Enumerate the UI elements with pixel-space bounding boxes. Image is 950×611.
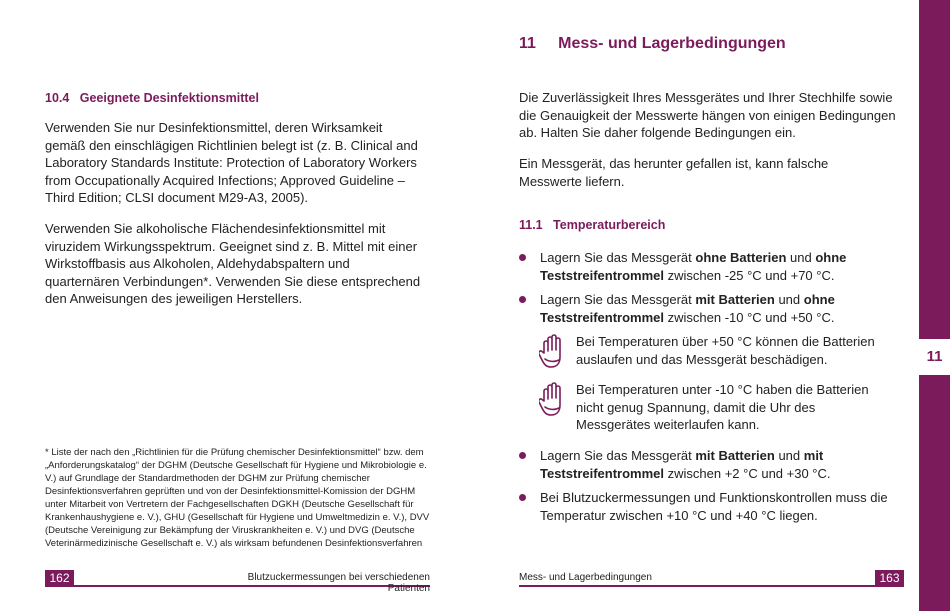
footer-title-right: Mess- und Lagerbedingungen [519, 572, 652, 583]
bullet-item-2 [519, 291, 904, 326]
hand-icon [539, 333, 567, 371]
footer-rule-right [519, 585, 904, 587]
note-text: Bei Temperaturen über +50 °C können die Batterien auslaufen und das Messgerät beschädigen. [576, 334, 875, 367]
footer-title-left: Blutzuckermessungen bei verschiedenen Patienten [247, 572, 430, 594]
chapter-side-bar [919, 0, 950, 611]
left-paragraph-1: Verwenden Sie nur Desinfektionsmittel, deren Wirksamkeit gemäß den einschlägigen Richtlinien belegt ist (z. B. Clinical and Laboratory Standards Institute: Protection of Laboratory Workers from Occupationally Acquired Infections; Approved Guideline – Third Edition; CLSI document M29-A3, 2005). [45, 120, 418, 205]
bullet-text: Lagern Sie das Messgerät mit Batterien und ohne Teststreifentrommel zwischen -10 °C und +50 °C. [540, 292, 835, 325]
bullet-text: Bei Blutzuckermessungen und Funktionskontrollen muss die Temperatur zwischen +10 °C und +40 °C liegen. [540, 490, 888, 523]
chapter-title: 11 Mess- und Lagerbedingungen [519, 35, 786, 52]
bullet-dot [519, 296, 526, 303]
section-title-10-4: 10.4 Geeignete Desinfektionsmittel [45, 91, 259, 105]
right-paragraph-2: Ein Messgerät, das herunter gefallen ist, kann falsche Messwerte liefern. [519, 156, 829, 189]
footnote: * Liste der nach den „Richtlinien für die Prüfung chemischer Desinfektionsmittel“ bzw. dem „Anforderungskatalog“ der DGHM (Deutsche Gesellschaft für Hygiene und Mikrobiologie e. V.) auf Grundlage der Standardmethoden der DGHM zur Prüfung chemischer Desinfektionsverfahren geprüften und von der Desinfektionsmittel-Komission der DGHM unter Mitarbeit von Vertretern der Fachgesellschaften DGKH (Deutsche Gesellschaft für Krankenhaushygiene e. V.), GHU (Gesellschaft für Hygiene und Umweltmedizin e. V.), DVV (Deutsche Vereinigung zur Bekämpfung der Viruskrankheiten e. V.) und DVG (Deutsche Veterinärmedizinische Gesellschaft e. V.) als wirksam befundenen Desinfektionsverfahren [45, 447, 430, 549]
note-battery-leak [539, 333, 884, 368]
page-number-left: 162 [45, 570, 74, 586]
chapter-side-tab: 11 [926, 348, 943, 365]
bullet-item-1 [519, 249, 904, 284]
note-text: Bei Temperaturen unter -10 °C haben die Batterien nicht genug Spannung, damit die Uhr des Messgerätes weiterlaufen kann. [576, 382, 869, 432]
bullet-text: Lagern Sie das Messgerät mit Batterien und mit Teststreifentrommel zwischen +2 °C und +30 °C. [540, 448, 831, 481]
section-title-11-1: 11.1 Temperaturbereich [519, 218, 666, 232]
bullet-text: Lagern Sie das Messgerät ohne Batterien und ohne Teststreifentrommel zwischen -25 °C und +70 °C. [540, 250, 847, 283]
note-battery-voltage [539, 381, 884, 434]
bullet-dot [519, 254, 526, 261]
page-number-right: 163 [875, 570, 904, 586]
right-paragraph-1: Die Zuverlässigkeit Ihres Messgerätes und Ihrer Stechhilfe sowie die Genauigkeit der Messwerte hängen von einigen Bedingungen ab. Halten Sie daher folgende Bedingungen ein. [519, 90, 896, 140]
bullet-dot [519, 494, 526, 501]
bullet-dot [519, 452, 526, 459]
bullet-item-3 [519, 447, 904, 482]
hand-icon [539, 381, 567, 419]
bullet-item-4 [519, 489, 904, 524]
left-paragraph-2: Verwenden Sie alkoholische Flächendesinfektionsmittel mit viruzidem Wirkungsspektrum. Geeignet sind z. B. Mittel mit einer Wirkstoffbasis aus Alkoholen, Aldehydabspaltern und quarternären Verbindungen*. Verwenden Sie diese entsprechend den Anweisungen des jeweiligen Herstellers. [45, 221, 421, 306]
